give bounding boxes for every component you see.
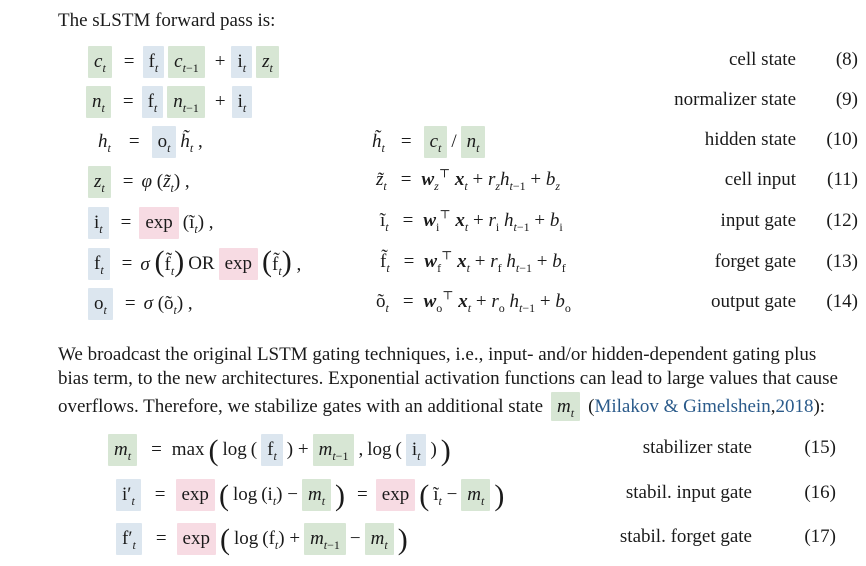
equation-hidden-state-tilde: $h̃_t$ = $c_t$ / $n_t$	[372, 126, 489, 158]
equation-hidden-state: $h_t$ = $o_t$ $h̃_t$ ,	[98, 126, 207, 158]
equation-number: (12)	[826, 210, 858, 231]
citation-year[interactable]: 2018	[775, 396, 814, 417]
equation-number: (17)	[804, 526, 836, 547]
equation-output-gate-tilde: $õ_t$ = $w_o^⊤$ $x_t + r_o$ $h_{t-1} + b_o$	[376, 288, 571, 315]
equation-stabil-forget-gate: $f'_t$ = exp ( log $(f_t)$ + $m_{t-1}$ − $m_t$ )	[116, 523, 412, 555]
equation-number: (15)	[804, 437, 836, 458]
equation-number: (11)	[827, 169, 858, 190]
equation-label: cell input	[724, 169, 796, 190]
equation-label: forget gate	[714, 251, 796, 272]
equation-output-gate: $o_t$ = σ $(õ_t)$ ,	[88, 288, 197, 320]
equation-stabilizer-state: $m_t$ = max ( log ( $f_t$ ) + $m_{t-1}$ , log ( $i_t$ ) )	[108, 434, 455, 466]
equation-number: (9)	[835, 89, 858, 110]
equation-number: (16)	[804, 482, 836, 503]
equation-cell-state: $c_t$ = $f_t$ $c_{t-1}$ + $i_t$ $z_t$	[88, 46, 283, 78]
paragraph-line-3: overflows. Therefore, we stabilize gates with an additional state $m_t$ ( Milakov & Gimelshein , 2018 ):	[58, 392, 825, 421]
equation-label: hidden state	[704, 129, 796, 150]
equation-number: (8)	[835, 49, 858, 70]
equation-input-gate: $i_t$ = exp $(ĩ_t)$ ,	[88, 207, 218, 239]
equation-normalizer-state: $n_t$ = $f_t$ $n_{t-1}$ + $i_t$	[86, 86, 256, 118]
equation-forget-gate: $f_t$ = σ $(f̃_t)$ OR exp $(f̃_t)$ ,	[88, 248, 305, 280]
equation-number: (14)	[826, 291, 858, 312]
equation-label: input gate	[720, 210, 796, 231]
equation-number: (13)	[826, 251, 858, 272]
intro-text: The sLSTM forward pass is:	[58, 10, 276, 31]
equation-label: stabil. forget gate	[619, 526, 752, 547]
equation-stabil-input-gate: $i'_t$ = exp ( log $(i_t)$ − $m_t$ ) = exp ( $ĩ_t$ − $m_t$ )	[116, 479, 508, 511]
equation-label: normalizer state	[674, 89, 796, 110]
equation-label: stabilizer state	[642, 437, 752, 458]
paragraph-line-2: bias term, to the new architectures. Exponential activation functions can lead to large values that cause	[58, 368, 838, 389]
equation-input-gate-tilde: $ĩ_t$ = $w_i^⊤$ $x_t + r_i$ $h_{t-1} + b_i$	[380, 207, 563, 234]
equation-label: output gate	[711, 291, 796, 312]
equation-cell-input-tilde: $z̃_t$ = $w_z^⊤$ $x_t + r_zh_{t-1} + b_z$	[376, 166, 561, 193]
equation-number: (10)	[826, 129, 858, 150]
equation-forget-gate-tilde: $f̃_t$ = $w_f^⊤$ $x_t + r_f$ $h_{t-1} + b_f$	[380, 248, 566, 275]
paragraph-line-1: We broadcast the original LSTM gating techniques, i.e., input- and/or hidden-dependent gating plus	[58, 344, 817, 365]
equation-cell-input: $z_t$ = φ $(z̃_t)$ ,	[88, 166, 194, 198]
equation-label: cell state	[729, 49, 796, 70]
citation-link[interactable]: Milakov & Gimelshein	[594, 396, 771, 417]
equation-label: stabil. input gate	[625, 482, 752, 503]
